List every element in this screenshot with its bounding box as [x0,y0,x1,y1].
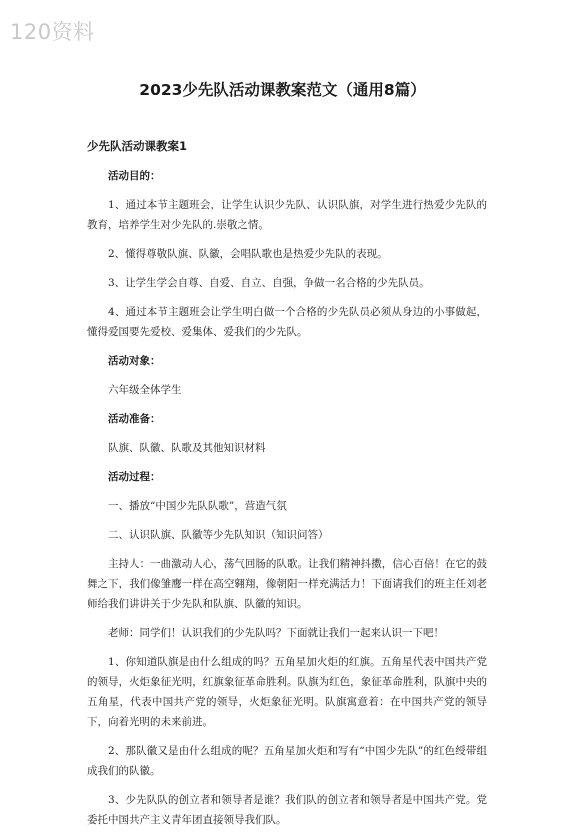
document-body [87,136,487,839]
audience-heading: 活动对象： [108,355,161,367]
process-item-6: 2、那队徽又是由什么组成的呢？五角星加火炬和写有“中国少先队”的红色绶带组成我们的队徽。 [87,745,487,777]
process-item-3: 主持人：一曲激动人心，荡气回肠的队歌。让我们精神抖擞，信心百倍！在它的鼓舞之下，我们像雏鹰一样在高空翱翔，像朝阳一样充满活力！下面请我们的班主任刘老师给我们讲讲关于少先队和队旗、队徽的知识。 [87,558,487,610]
section-heading: 少先队活动课教案1 [87,139,188,153]
process-item-4: 老师：同学们！认识我们的少先队吗？下面就让我们一起来认识一下吧！ [108,627,444,639]
preparation-text: 队旗、队徽、队歌及其他知识材料 [108,442,266,454]
document-title: 2023少先队活动课教案范文（通用8篇） [139,81,426,99]
objective-item-1: 1、通过本节主题班会，让学生认识少先队、认识队旗，对学生进行热爱少先队的教育，培养学生对少先队的.崇敬之情。 [87,199,487,231]
process-item-7: 3、少先队队的创立者和领导者是谁？我们队的创立者和领导者是中国共产党。党委托中国共产主义青年团直接领导我们队。 [87,794,487,826]
process-item-2: 二、认识队旗、队徽等少先队知识（知识问答） [108,529,329,541]
objectives-heading: 活动目的： [108,170,161,182]
objective-item-2: 2、懂得尊敬队旗、队徽，会唱队歌也是热爱少先队的表现。 [108,248,388,260]
watermark-logo-text: 120资料 [10,20,95,44]
objective-item-3: 3、让学生学会自尊、自爱、自立、自强，争做一名合格的少先队员。 [108,277,430,289]
process-item-1: 一、播放“中国少先队队歌”，营造气氛 [108,500,287,512]
process-item-5: 1、你知道队旗是由什么组成的吗？五角星加火炬的红旗。五角星代表中国共产党的领导，火炬象征光明，红旗象征革命胜利。队旗为红色，象征革命胜利，队旗中央的五角星，代表中国共产党的领导，火炬象征光明。队旗寓意着：在中国共产党的领导下，向着光明的未来前进。 [87,656,487,728]
process-heading: 活动过程： [108,471,161,483]
preparation-heading: 活动准备： [108,413,161,425]
audience-text: 六年级全体学生 [108,384,182,396]
objective-item-4: 4、通过本节主题班会让学生明白做一个合格的少先队员必须从身边的小事做起，懂得爱国要先爱校、爱集体、爱我们的少先队。 [87,306,487,338]
